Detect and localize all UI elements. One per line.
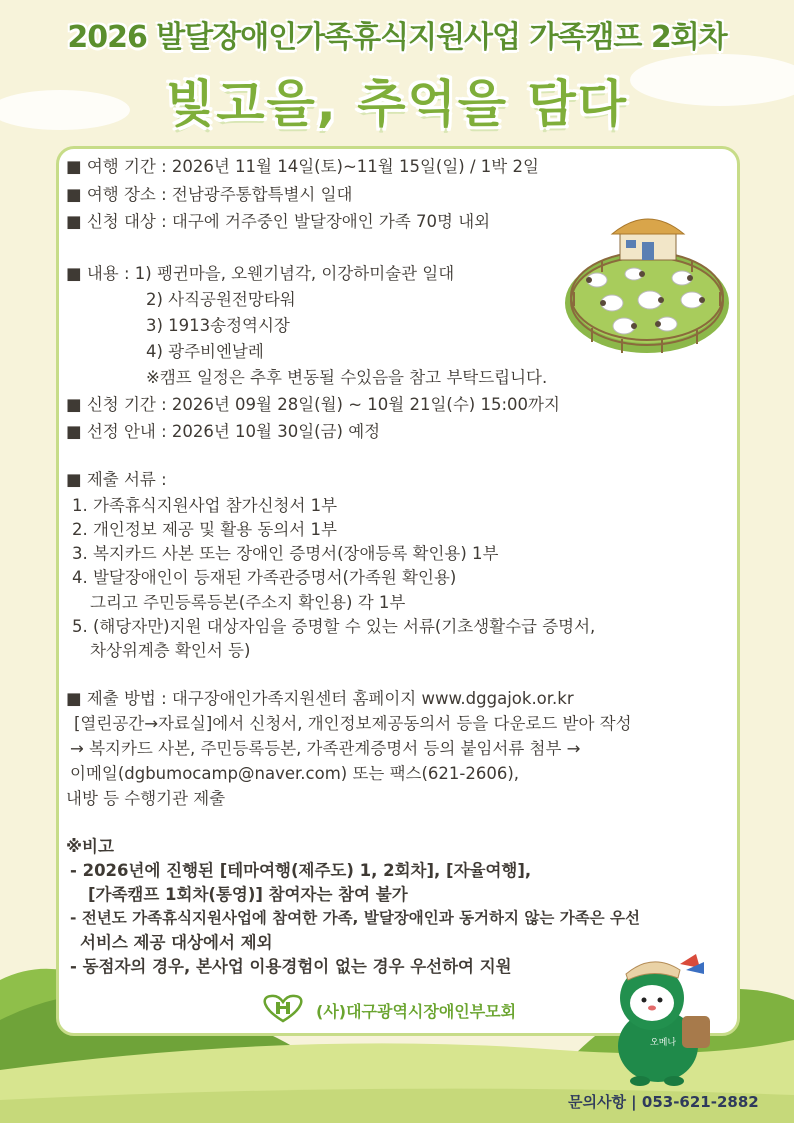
organization-name: (사)대구광역시장애인부모회 (316, 1001, 517, 1021)
info-period: ■ 여행 기간 : 2026년 11월 14일(토)~11월 15일(일) / 1박 2일 (66, 157, 539, 176)
documents-item: 1. 가족휴식지원사업 참가신청서 1부 (72, 496, 338, 515)
subtitle: 2026 발달장애인가족휴식지원사업 가족캠프 2회차 (67, 20, 727, 55)
info-content-4: 4) 광주비엔날레 (146, 342, 264, 361)
info-content-3: 3) 1913송정역시장 (146, 316, 290, 335)
documents-heading: ■ 제출 서류 : (66, 470, 167, 489)
documents-item: 2. 개인정보 제공 및 활용 동의서 1부 (72, 520, 337, 539)
documents-item: 차상위계층 확인서 등) (90, 641, 251, 660)
info-content-1: ■ 내용 : 1) 펭귄마을, 오웬기념각, 이강하미술관 일대 (66, 264, 455, 283)
mascot (600, 948, 730, 1092)
notes-heading: ※비고 (66, 837, 114, 856)
info-apply-period: ■ 신청 기간 : 2026년 09월 28일(월) ~ 10월 21일(수) 15:00까지 (66, 395, 560, 414)
method-line: 내방 등 수행기관 제출 (66, 789, 226, 808)
organization (258, 993, 516, 1027)
notes-line: 서비스 제공 대상에서 제외 (80, 933, 273, 952)
documents-item: 3. 복지카드 사본 또는 장애인 증명서(장애등록 확인용) 1부 (72, 544, 499, 563)
documents-item: 5. (해당자만)지원 대상자임을 증명할 수 있는 서류(기초생활수급 증명서, (72, 617, 596, 636)
method-line: → 복지카드 사본, 주민등록등본, 가족관계증명서 등의 붙임서류 첨부 → (70, 739, 581, 758)
mascot-label: 오메나 (650, 1038, 677, 1048)
info-target: ■ 신청 대상 : 대구에 거주중인 발달장애인 가족 70명 내외 (66, 212, 491, 231)
notes-line: - 전년도 가족휴식지원사업에 참여한 가족, 발달장애인과 동거하지 않는 가족은 우선 (70, 909, 640, 927)
info-content-note: ※캠프 일정은 추후 변동될 수있음을 참고 부탁드립니다. (146, 368, 548, 387)
sheep-farm-illustration (562, 208, 732, 362)
documents-item: 그리고 주민등록등본(주소지 확인용) 각 1부 (90, 593, 406, 612)
info-place: ■ 여행 장소 : 전남광주통합특별시 일대 (66, 185, 353, 204)
notes-line: - 2026년에 진행된 [테마여행(제주도) 1, 2회차], [자율여행], (70, 861, 532, 880)
notes-line: [가족캠프 1회차(통영)] 참여자는 참여 불가 (88, 885, 408, 904)
method-line: ■ 제출 방법 : 대구장애인가족지원센터 홈페이지 www.dggajok.or.kr (66, 689, 574, 708)
contact-info: 문의사항 | 053-621-2882 (568, 1093, 759, 1111)
method-line: 이메일(dgbumocamp@naver.com) 또는 팩스(621-2606), (70, 764, 520, 783)
method-line: [열린공간→자료실]에서 신청서, 개인정보제공동의서 등을 다운로드 받아 작성 (74, 714, 632, 733)
info-content-2: 2) 사직공원전망타워 (146, 290, 296, 309)
notes-line: - 동점자의 경우, 본사업 이용경험이 없는 경우 우선하여 지원 (70, 957, 512, 976)
info-selection: ■ 선정 안내 : 2026년 10월 30일(금) 예정 (66, 422, 381, 441)
documents-item: 4. 발달장애인이 등재된 가족관증명서(가족원 확인용) (72, 568, 457, 587)
page-title: 빛고을, 추억을 담다 (165, 75, 629, 133)
organization-logo-icon (258, 993, 308, 1027)
